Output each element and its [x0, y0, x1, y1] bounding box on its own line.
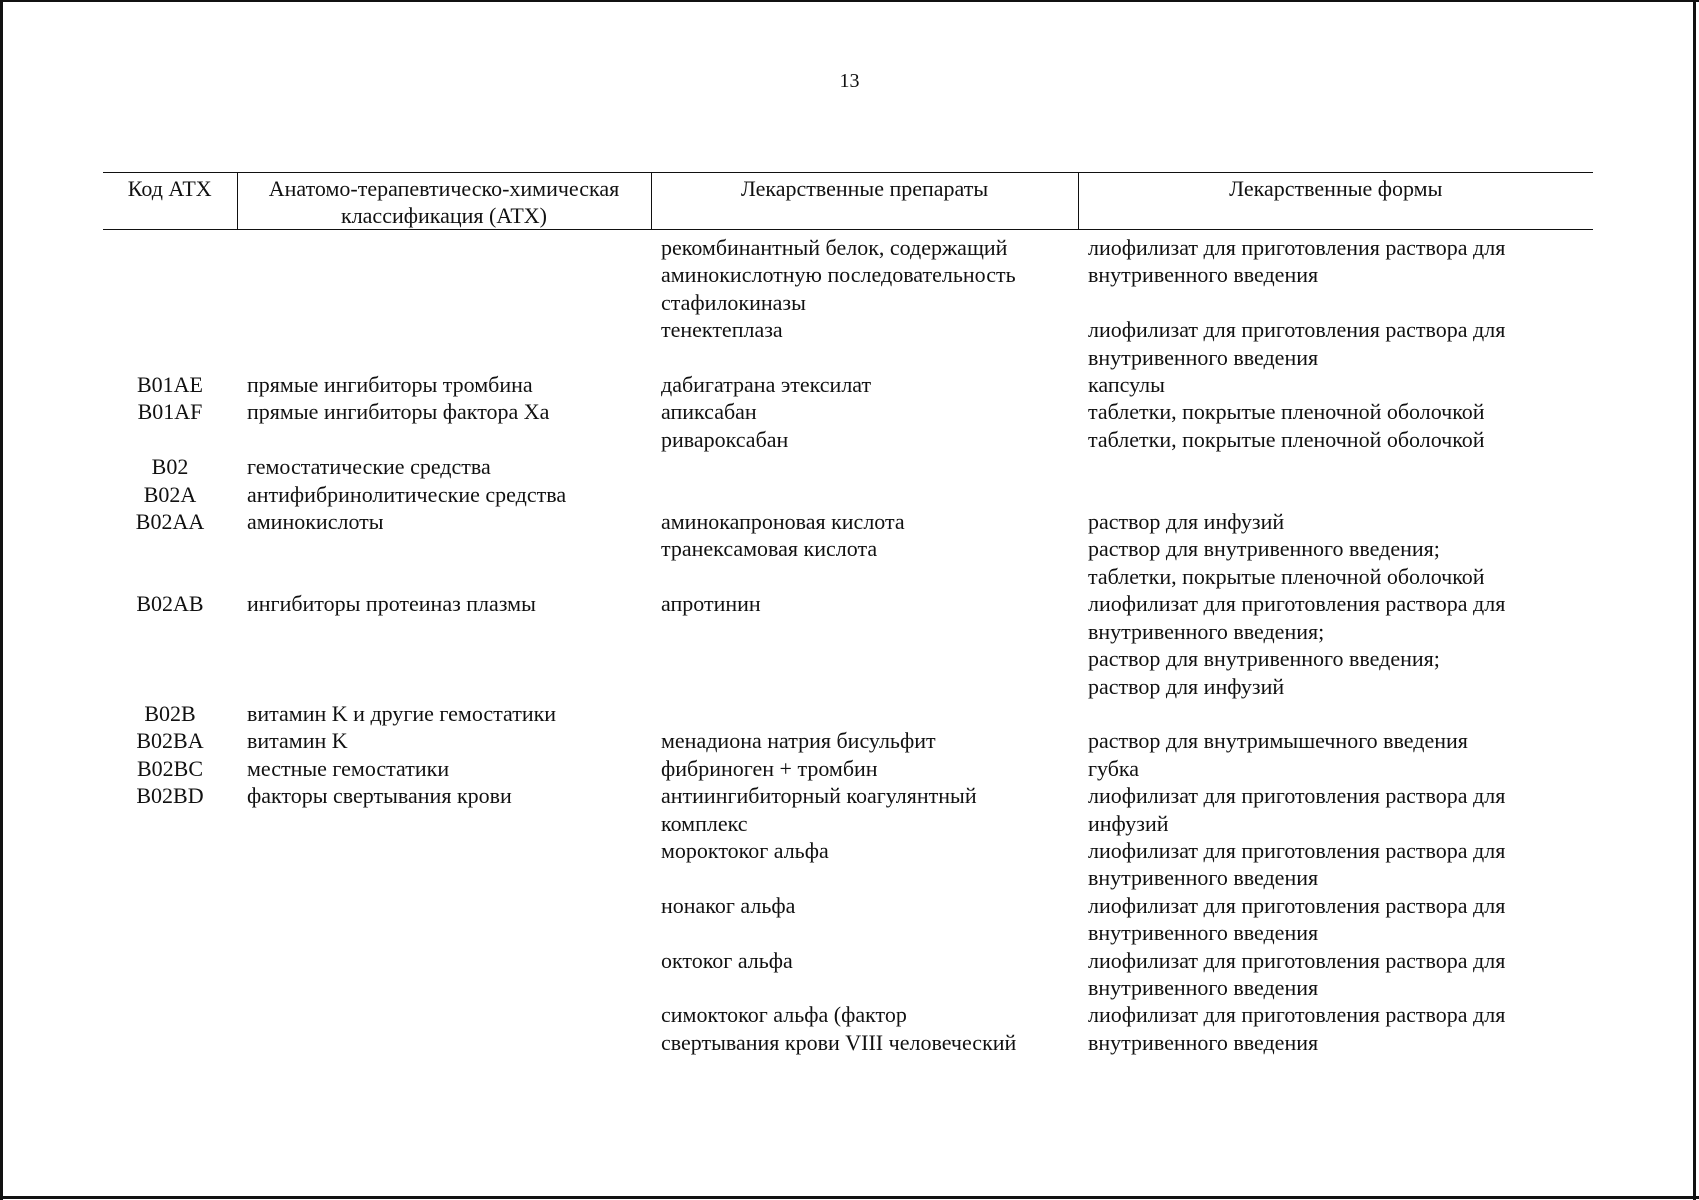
dosage-forms-cell: лиофилизат для приготовления раствора для внутривенного введения [1088, 1002, 1506, 1055]
dosage-forms-cell: таблетки, покрытые пленочной оболочкой [1088, 426, 1485, 452]
table-row [103, 508, 1593, 535]
drug-cell: апиксабан [661, 399, 757, 425]
header-row [103, 173, 1593, 230]
drug-cell: менадиона натрия бисульфит [661, 728, 936, 754]
classification-cell: факторы свертывания крови [247, 783, 512, 809]
atc-code-cell: B02 [151, 454, 189, 480]
table-row [103, 371, 1593, 398]
table-row [103, 316, 1593, 371]
table-row [103, 535, 1593, 590]
dosage-forms-cell: лиофилизат для приготовления раствора для внутривенного введения [1088, 892, 1506, 946]
table-row [103, 700, 1593, 727]
classification-cell: витамин K [247, 728, 348, 754]
page-border-right [1693, 0, 1696, 1200]
table-row [103, 782, 1593, 837]
table-row [103, 230, 1593, 317]
atc-code-cell: B01AE [137, 372, 203, 398]
atc-code-cell: B02AA [135, 509, 205, 535]
atc-code-cell [103, 230, 237, 317]
page-border-bottom [0, 1196, 1699, 1199]
dosage-forms-cell: лиофилизат для приготовления раствора для внутривенного введения [1088, 947, 1506, 1000]
drug-cell: рекомбинантный белок, содержащий аминокислотную последовательность стафилокиназы [661, 235, 1016, 315]
classification-cell: антифибринолитические средства [247, 481, 567, 507]
header-drugs: Лекарственные препараты [651, 173, 1078, 230]
drug-cell: нонаког альфа [661, 892, 796, 918]
atc-code-cell: B01AF [137, 399, 203, 425]
dosage-forms-cell [1078, 453, 1593, 480]
table-row [103, 590, 1593, 700]
classification-cell: прямые ингибиторы фактора Xa [247, 399, 550, 425]
drug-cell: аминокапроновая кислота [661, 509, 905, 535]
drug-cell [651, 453, 1078, 480]
dosage-forms-cell: лиофилизат для приготовления раствора для внутривенного введения; раствор для внутривенного введения; раствор для инфузий [1088, 591, 1506, 699]
drug-cell: апротинин [661, 591, 761, 617]
classification-cell: витамин K и другие гемостатики [247, 700, 557, 726]
classification-cell: аминокислоты [247, 509, 384, 535]
drug-cell: ривароксабан [661, 426, 789, 452]
drug-cell: октоког альфа [661, 947, 793, 973]
table-row [103, 481, 1593, 508]
drug-cell [651, 700, 1078, 727]
table-row [103, 426, 1593, 453]
table-row [103, 398, 1593, 425]
classification-cell [237, 316, 651, 371]
dosage-forms-cell: капсулы [1088, 372, 1165, 398]
classification-cell [237, 426, 651, 453]
atc-table [103, 172, 1593, 1056]
atc-code-cell: B02AB [136, 591, 204, 617]
drug-cell: дабигатрана этексилат [661, 372, 872, 398]
drug-cell [651, 481, 1078, 508]
classification-cell [237, 535, 651, 590]
table-header [103, 173, 1593, 230]
drug-cell: транексамовая кислота [661, 536, 878, 562]
table-row [103, 837, 1593, 892]
atc-code-cell [103, 426, 237, 453]
dosage-forms-cell: раствор для внутривенного введения; таблетки, покрытые пленочной оболочкой [1088, 536, 1485, 589]
dosage-forms-cell: лиофилизат для приготовления раствора для инфузий [1088, 783, 1506, 836]
atc-code-cell: B02BD [136, 783, 204, 809]
atc-code-cell: B02B [144, 700, 196, 726]
dosage-forms-cell: раствор для инфузий [1088, 509, 1285, 535]
dosage-forms-cell: губка [1088, 755, 1140, 781]
atc-code-cell [103, 535, 237, 590]
atc-code-cell [103, 892, 237, 947]
page-number: 13 [839, 70, 860, 92]
header-atc-classification: Анатомо-терапевтическо-химическая классификация (АТХ) [237, 173, 651, 230]
dosage-forms-cell: лиофилизат для приготовления раствора для внутривенного введения [1088, 837, 1506, 891]
table-row [103, 453, 1593, 480]
atc-code-cell: B02A [143, 481, 197, 507]
table-row [103, 727, 1593, 754]
atc-code-cell: B02BA [136, 728, 204, 754]
classification-cell: ингибиторы протеиназ плазмы [247, 591, 536, 617]
classification-cell [237, 230, 651, 317]
header-atc-code: Код АТХ [103, 173, 237, 230]
atc-code-cell [103, 837, 237, 892]
drug-cell: фибриноген + тромбин [661, 755, 878, 781]
atc-code-cell [103, 1001, 237, 1056]
classification-cell [237, 892, 651, 947]
dosage-forms-cell: таблетки, покрытые пленочной оболочкой [1088, 399, 1485, 425]
atc-code-cell [103, 947, 237, 1002]
table-row [103, 1001, 1593, 1056]
table-row [103, 892, 1593, 947]
classification-cell: местные гемостатики [247, 755, 450, 781]
classification-cell: гемостатические средства [247, 454, 491, 480]
classification-cell [237, 1001, 651, 1056]
table-row [103, 947, 1593, 1002]
page-border-top [0, 0, 1699, 2]
header-dosage-forms: Лекарственные формы [1078, 173, 1593, 230]
dosage-forms-cell: лиофилизат для приготовления раствора для внутривенного введения [1088, 235, 1506, 288]
dosage-forms-cell: раствор для внутримышечного введения [1088, 728, 1468, 754]
drug-cell: антиингибиторный коагулянтный комплекс [661, 783, 977, 836]
table-body [103, 230, 1593, 1057]
drug-cell: симоктоког альфа (фактор свертывания крови VIII человеческий [661, 1002, 1017, 1055]
classification-cell [237, 837, 651, 892]
classification-cell [237, 947, 651, 1002]
page-border-left [0, 0, 3, 1200]
atc-code-cell [103, 316, 237, 371]
dosage-forms-cell: лиофилизат для приготовления раствора для внутривенного введения [1088, 317, 1506, 370]
classification-cell: прямые ингибиторы тромбина [247, 372, 533, 398]
drug-cell: тенектеплаза [661, 317, 783, 343]
drug-cell: мороктоког альфа [661, 837, 829, 863]
dosage-forms-cell [1078, 481, 1593, 508]
dosage-forms-cell [1078, 700, 1593, 727]
atc-code-cell: B02BC [136, 755, 204, 781]
table-row [103, 755, 1593, 782]
